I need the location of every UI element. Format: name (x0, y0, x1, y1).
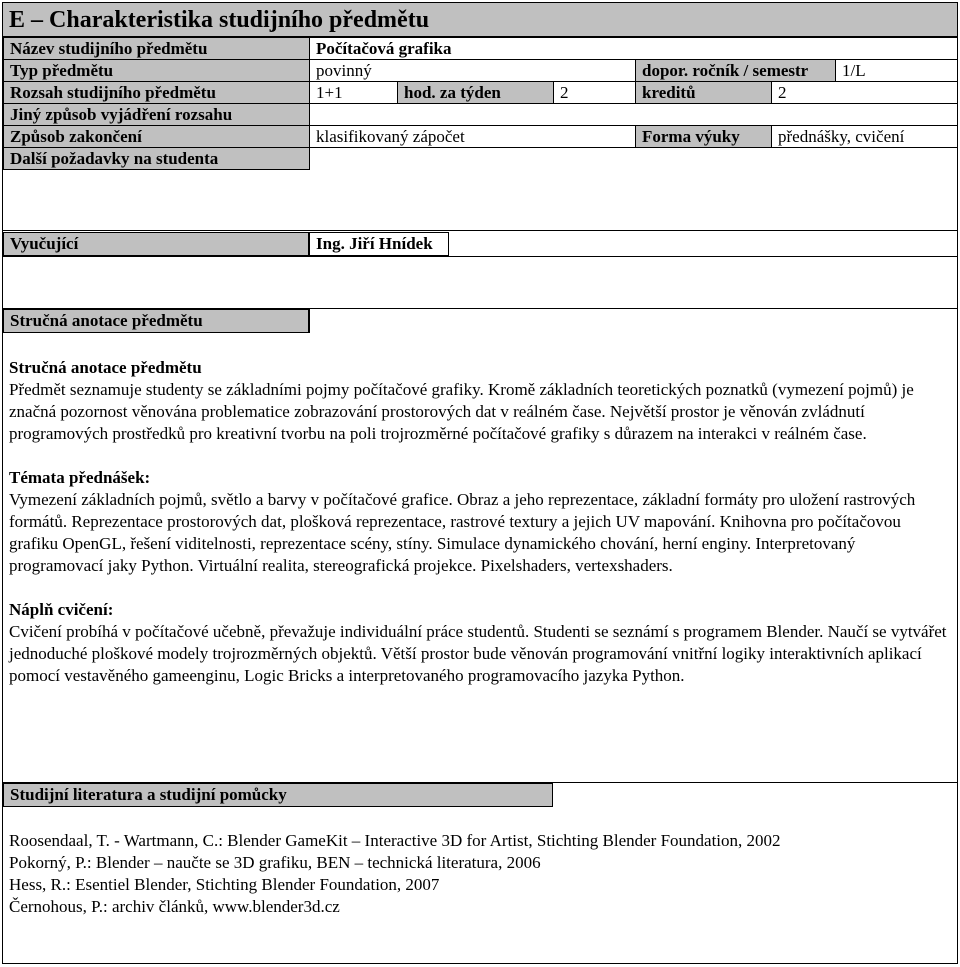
row-scope (4, 82, 958, 104)
lectures-heading: Témata přednášek: (9, 468, 151, 487)
exercises-text: Cvičení probíhá v počítačové učebně, převažuje individuální práce studentů. Studenti se seznámí s programem Blender. Naučí se vytvářet jednoduché ploškové modely trojrozměrných objektů. Větší prostor bude věnován programování vnitřní logiky interaktivních aplikací pomocí vestavěného gameenginu, Logic Bricks a interpretovaného programovacího jazyka Python. (9, 622, 947, 685)
literature-list (9, 830, 953, 918)
divider (3, 230, 957, 231)
other-scope-value (310, 104, 958, 126)
annotation-section (9, 357, 953, 687)
row-requirements (4, 148, 958, 170)
credits-label: kreditů (636, 82, 772, 104)
annotation-text: Předmět seznamuje studenty se základními pojmy počítačové grafiky. Kromě základních teoretických poznatků (vymezení pojmů) je značná pozornost věnována problematice zobrazování prostorových dat v reálném čase. Největší prostor je věnován zvládnutí programových prostředků pro kreativní tvorbu na poli trojrozměrné počítačové grafiky s důrazem na interakci v reálném čase. (9, 380, 914, 443)
row-course-name (4, 38, 958, 60)
row-type (4, 60, 958, 82)
credits-value: 2 (772, 82, 958, 104)
literature-item: Pokorný, P.: Blender – naučte se 3D grafiku, BEN – technická literatura, 2006 (9, 853, 541, 872)
literature-item: Černohous, P.: archiv článků, www.blender3d.cz (9, 897, 340, 916)
page-title: E – Charakteristika studijního předmětu (3, 3, 957, 37)
exercises-heading: Náplň cvičení: (9, 600, 114, 619)
hours-value: 2 (554, 82, 636, 104)
row-other-scope (4, 104, 958, 126)
course-name-label: Název studijního předmětu (4, 38, 310, 60)
course-sheet (2, 2, 958, 964)
completion-value: klasifikovaný zápočet (310, 126, 636, 148)
year-label: dopor. ročník / semestr (636, 60, 836, 82)
annotation-heading: Stručná anotace předmětu (9, 358, 202, 377)
requirements-value (310, 148, 958, 170)
course-info-table (3, 37, 958, 170)
year-value: 1/L (836, 60, 958, 82)
type-label: Typ předmětu (4, 60, 310, 82)
literature-item: Roosendaal, T. - Wartmann, C.: Blender GameKit – Interactive 3D for Artist, Stichting Blender Foundation, 2002 (9, 831, 781, 850)
other-scope-label: Jiný způsob vyjádření rozsahu (4, 104, 310, 126)
hours-label: hod. za týden (398, 82, 554, 104)
scope-label: Rozsah studijního předmětu (4, 82, 310, 104)
divider (3, 256, 957, 257)
row-completion (4, 126, 958, 148)
course-name-value: Počítačová grafika (310, 38, 958, 60)
annotation-box-edge (308, 309, 310, 333)
requirements-label: Další požadavky na studenta (4, 148, 310, 170)
form-label: Forma výuky (636, 126, 772, 148)
teacher-value: Ing. Jiří Hnídek (309, 232, 449, 256)
lectures-text: Vymezení základních pojmů, světlo a barvy v počítačové grafice. Obraz a jeho reprezentace, základní formáty pro uložení rastrových formátů. Reprezentace prostorových dat, plošková reprezentace, rastrové textury a jejich UV mapování. Knihovna pro počítačovou grafiku OpenGL, řešení viditelnosti, reprezentace scény, stíny. Simulace dynamického chování, herní enginy. Interpretovaný programovací jaky Python. Virtuální realita, stereografická projekce. Pixelshaders, vertexshaders. (9, 490, 916, 575)
type-value: povinný (310, 60, 636, 82)
literature-item: Hess, R.: Esentiel Blender, Stichting Blender Foundation, 2007 (9, 875, 440, 894)
form-value: přednášky, cvičení (772, 126, 958, 148)
literature-box-label: Studijní literatura a studijní pomůcky (3, 783, 553, 807)
annotation-box-label: Stručná anotace předmětu (3, 309, 309, 333)
completion-label: Způsob zakončení (4, 126, 310, 148)
teacher-label: Vyučující (3, 232, 309, 256)
scope-value: 1+1 (310, 82, 398, 104)
